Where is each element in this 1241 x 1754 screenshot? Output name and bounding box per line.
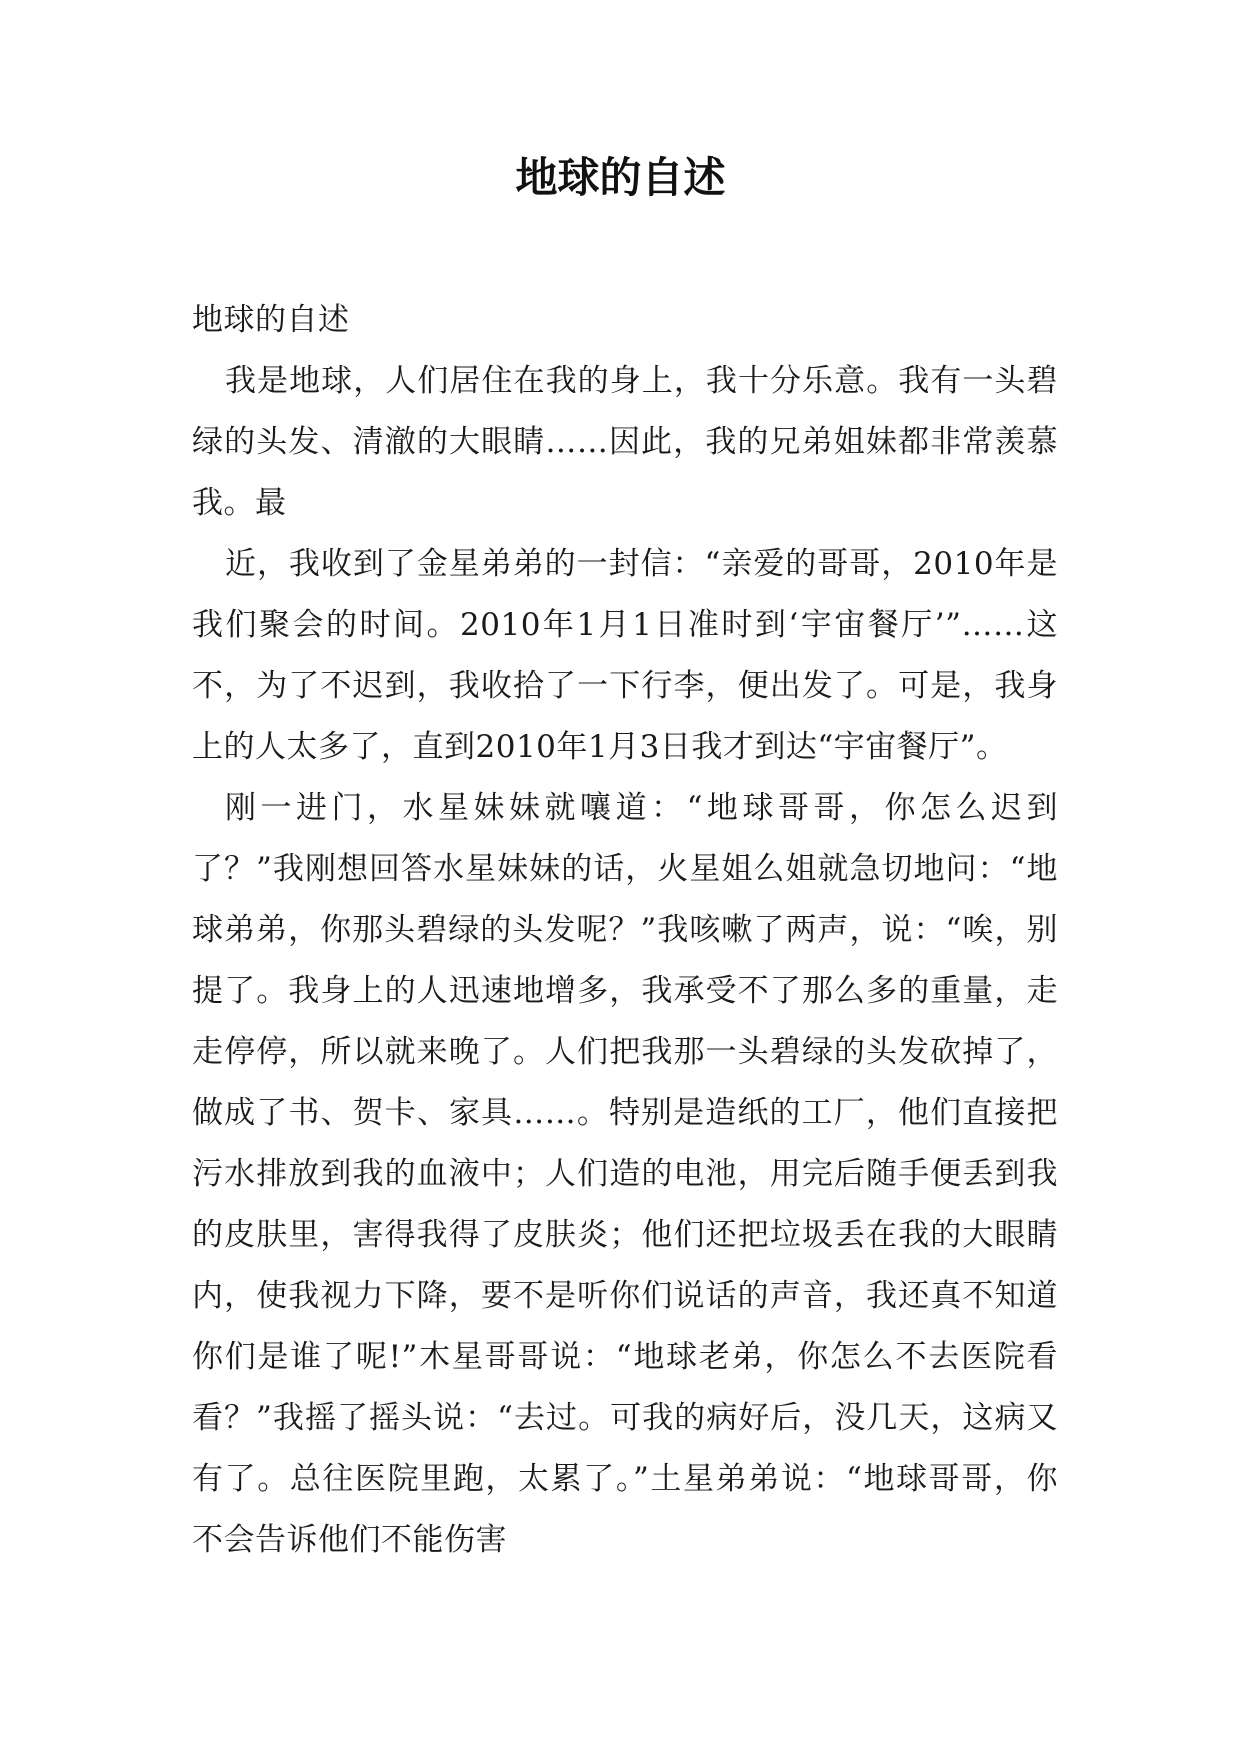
document-subheading: 地球的自述 [192,302,350,338]
paragraph-1: 我是地球，人们居住在我的身上，我十分乐意。我有一头碧绿的头发、清澈的大眼睛……因此，我的兄弟姐妹都非常羡慕我。最 [192,363,1058,521]
paragraph-3: 刚一进门，水星妹妹就嚷道：“地球哥哥，你怎么迟到了？”我刚想回答水星妹妹的话，火星姐么姐就急切地问：“地球弟弟，你那头碧绿的头发呢？”我咳嗽了两声，说：“唉，别提了。我身上的人迅速地增多，我承受不了那么多的重量，走走停停，所以就来晚了。人们把我那一头碧绿的头发砍掉了，做成了书、贺卡、家具……。特别是造纸的工厂，他们直接把污水排放到我的血液中；人们造的电池，用完后随手便丢到我的皮肤里，害得我得了皮肤炎；他们还把垃圾丢在我的大眼睛内，使我视力下降，要不是听你们说话的声音，我还真不知道你们是谁了呢!”木星哥哥说：“地球老弟，你怎么不去医院看看？”我摇了摇头说：“去过。可我的病好后，没几天，这病又有了。总往医院里跑，太累了。”土星弟弟说：“地球哥哥，你不会告诉他们不能伤害 [192,790,1058,1558]
document-body [192,290,1058,1571]
paragraph-2: 近，我收到了金星弟弟的一封信：“亲爱的哥哥，2010年是我们聚会的时间。2010年1月1日准时到‘宇宙餐厅’”……这不，为了不迟到，我收拾了一下行李，便出发了。可是，我身上的人太多了，直到2010年1月3日我才到达“宇宙餐厅”。 [192,546,1058,765]
page-title: 地球的自述 [515,153,726,202]
